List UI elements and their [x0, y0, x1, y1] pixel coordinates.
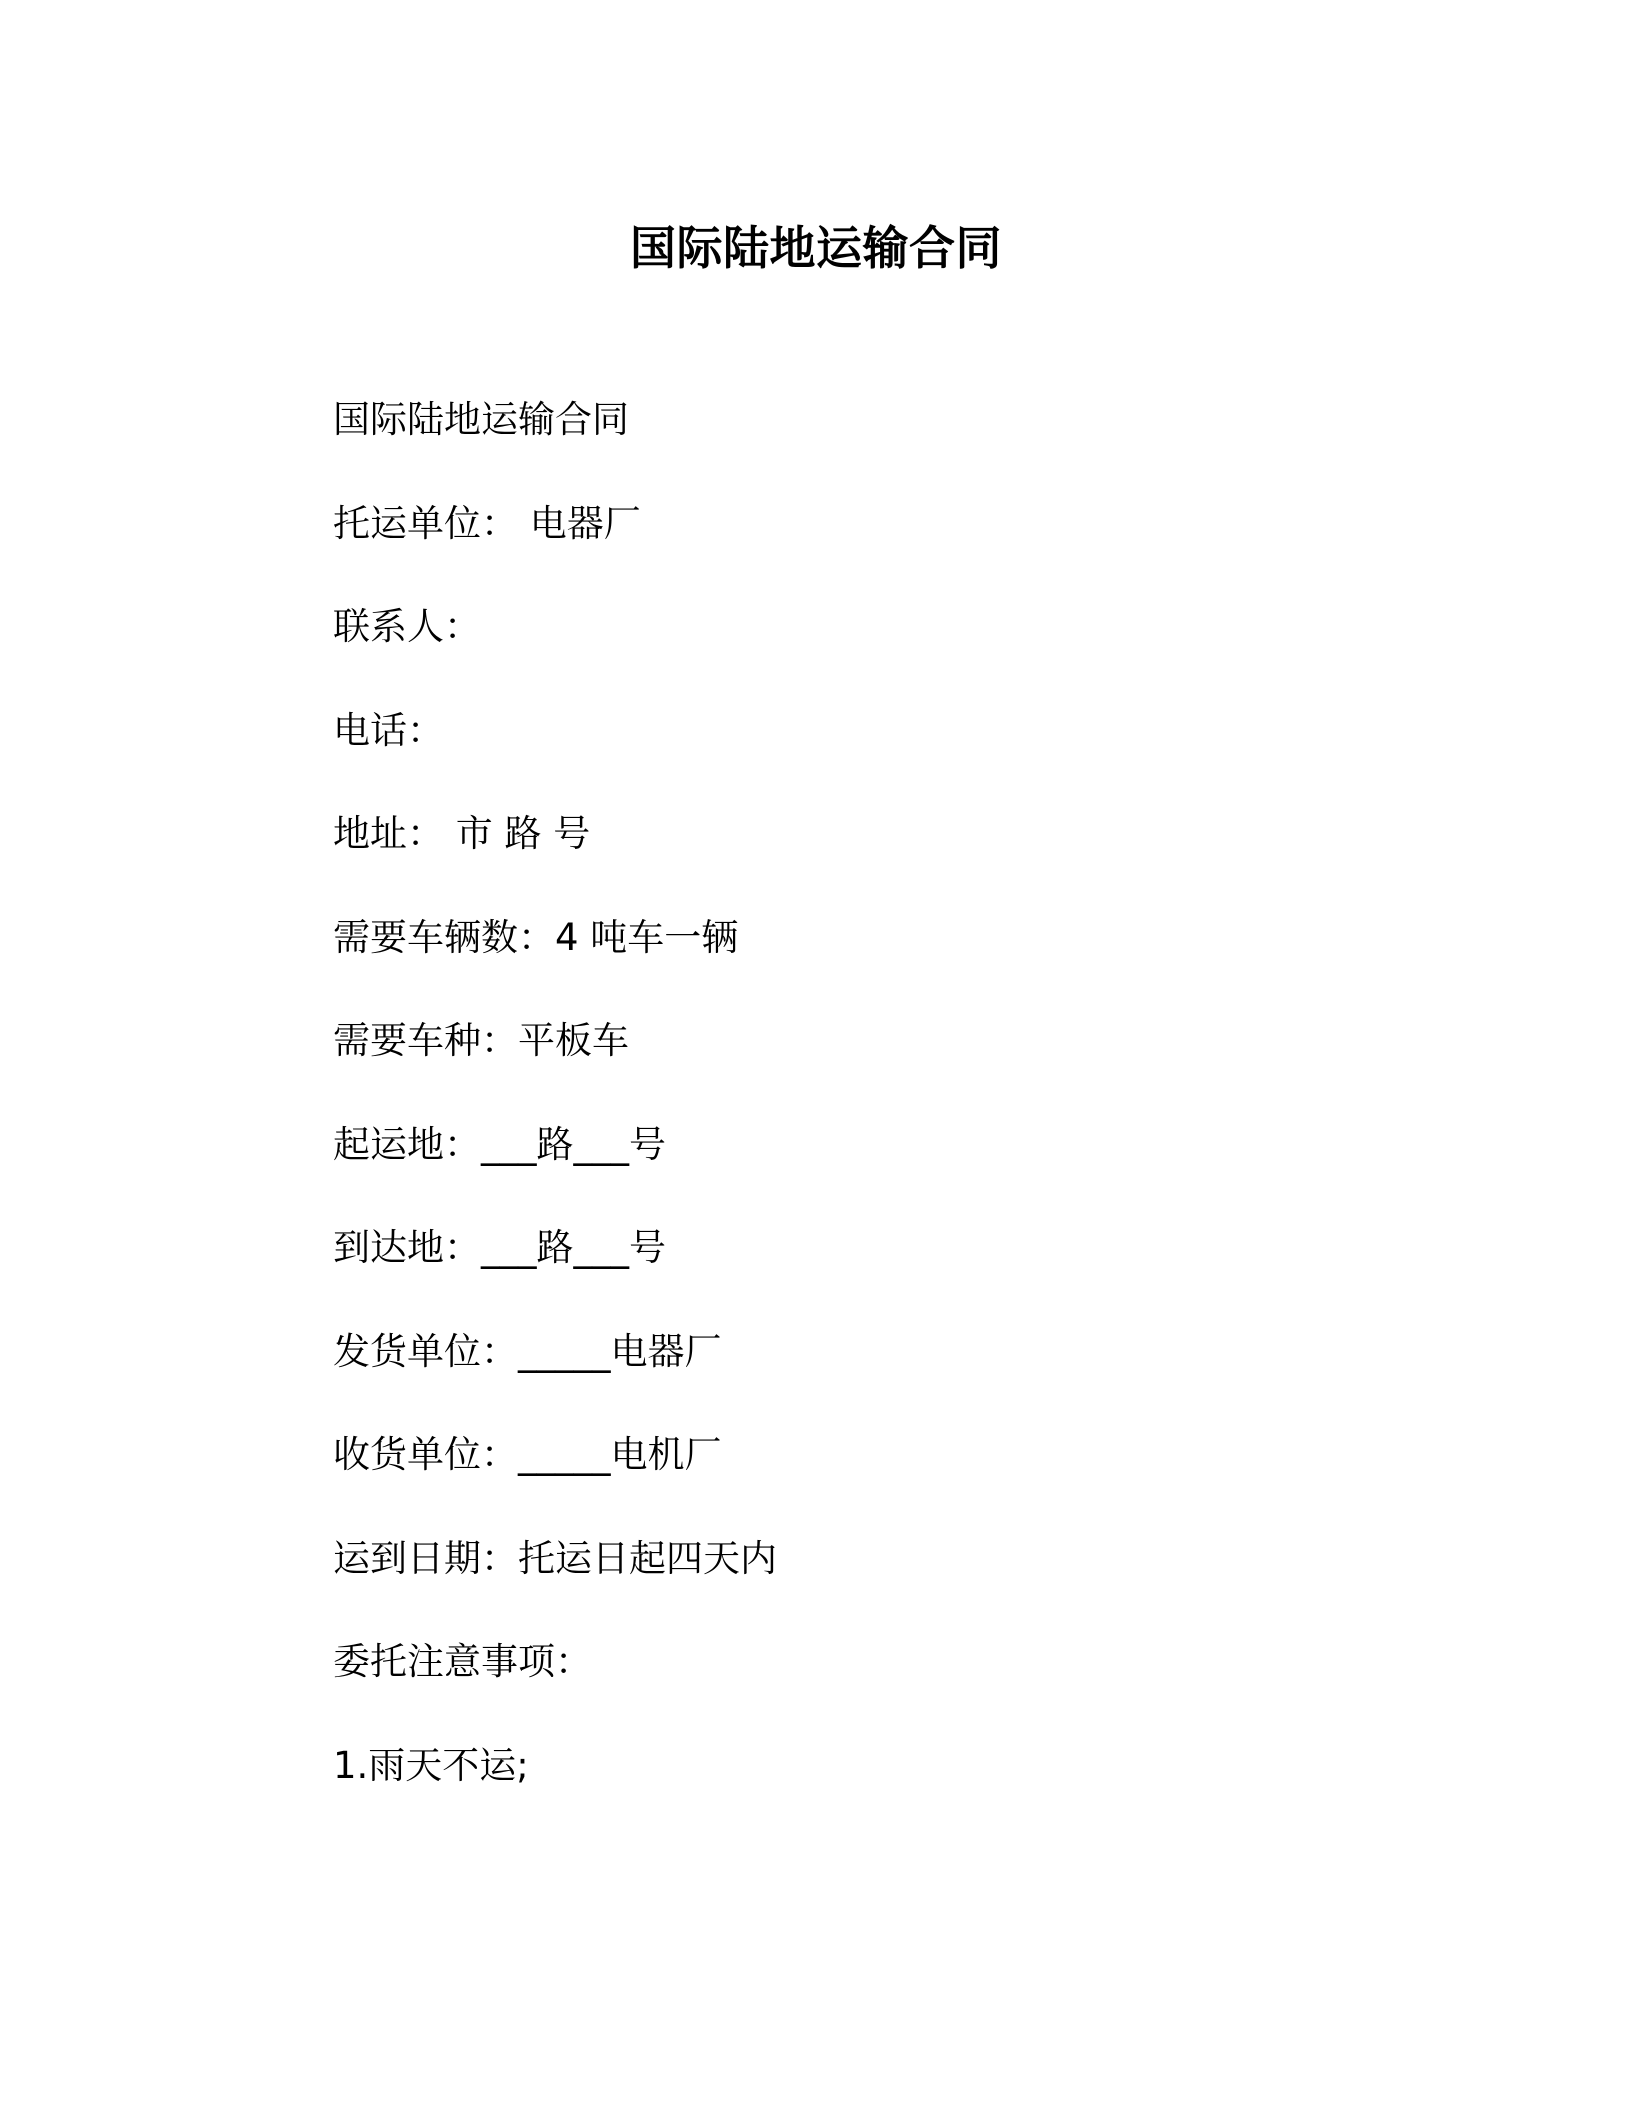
- notes-heading-line: 委托注意事项：: [333, 1640, 592, 1683]
- contact-person-line: 联系人：: [333, 605, 481, 648]
- receiver-line: 收货单位：_____电机厂: [333, 1433, 722, 1476]
- document-title: 国际陆地运输合同: [630, 221, 1002, 275]
- shipper-line: 托运单位： 电器厂: [333, 501, 641, 545]
- body-heading: 国际陆地运输合同: [333, 398, 629, 441]
- sender-line: 发货单位：_____电器厂: [333, 1329, 722, 1373]
- note-item-1: 1.雨天不运;: [333, 1743, 529, 1787]
- destination-line: 到达地：___路___号: [333, 1226, 666, 1269]
- vehicle-type-line: 需要车种：平板车: [333, 1019, 629, 1062]
- delivery-date-line: 运到日期：托运日起四天内: [333, 1536, 777, 1580]
- document-body: [333, 396, 1533, 1845]
- phone-line: 电话：: [333, 708, 444, 752]
- origin-line: 起运地：___路___号: [333, 1122, 666, 1166]
- address-line: 地址： 市 路 号: [333, 812, 591, 855]
- vehicle-count-line: 需要车辆数：4 吨车一辆: [333, 915, 739, 959]
